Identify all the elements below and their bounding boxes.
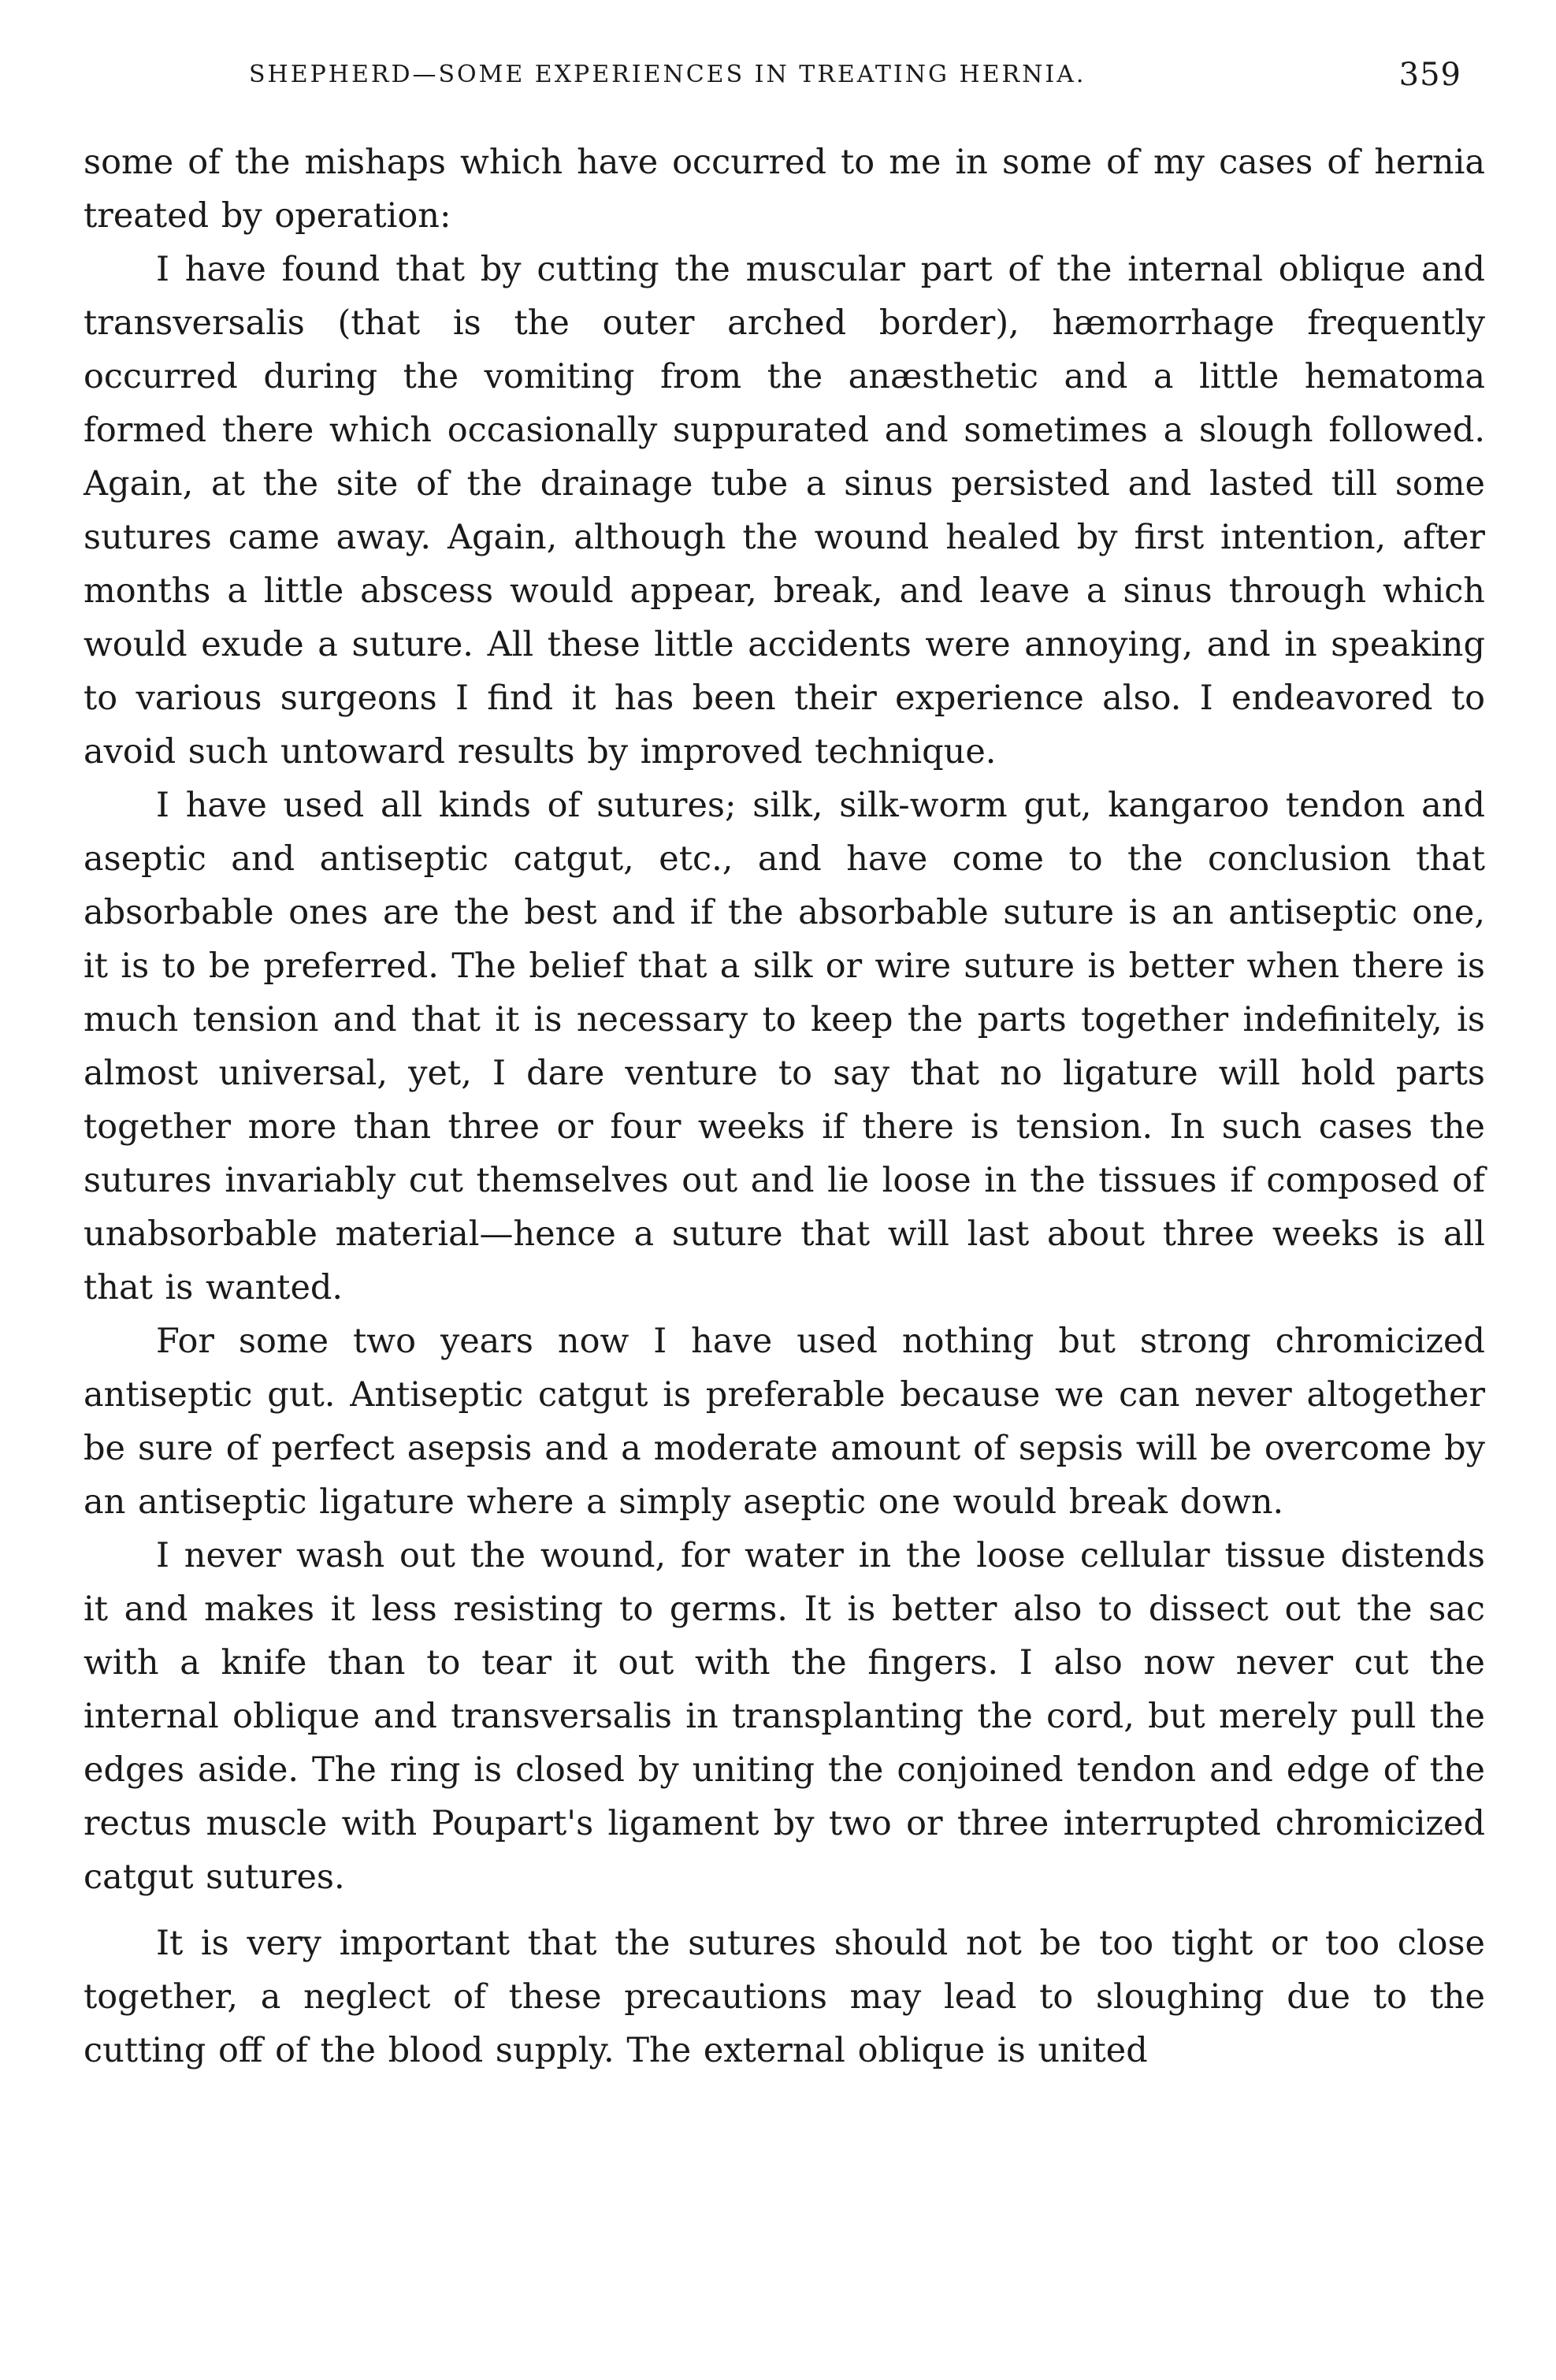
- paragraph-5: I never wash out the wound, for water in the loose cellular tissue distends it and makes it less resisting to germs. It is better also to dissect out the sac with a knife than to tear it out with the fingers. I also now never cut the internal oblique and transversalis in transplanting the cord, but merely pull the edges aside. The ring is closed by uniting the conjoined tendon and edge of the rectus muscle with Poupart's ligament by two or three interrupted chromicized catgut sutures.: [84, 1536, 1485, 1897]
- paragraph-4: For some two years now I have used nothing but strong chromicized antiseptic gut. Antiseptic catgut is preferable because we can never altogether be sure of perfect asepsis and a moderate amount of sepsis will be overcome by an antiseptic ligature where a simply aseptic one would break down.: [84, 1322, 1485, 1522]
- paragraph-1: some of the mishaps which have occurred to me in some of my cases of hernia treated by operation:: [84, 143, 1485, 236]
- paragraph-3: I have used all kinds of sutures; silk, silk-worm gut, kangaroo tendon and aseptic and antiseptic catgut, etc., and have come to the conclusion that absorbable ones are the best and if the absorbable suture is an antiseptic one, it is to be preferred. The belief that a silk or wire suture is better when there is much tension and that it is necessary to keep the parts together indefinitely, is almost universal, yet, I dare venture to say that no ligature will hold parts together more than three or four weeks if there is tension. In such cases the sutures invariably cut themselves out and lie loose in the tissues if composed of unabsorbable material—hence a suture that will last about three weeks is all that is wanted.: [84, 786, 1485, 1307]
- page-number: 359: [1398, 57, 1461, 93]
- body-text: [84, 136, 1485, 2077]
- running-head-title: SHEPHERD—SOME EXPERIENCES IN TREATING HERNIA.: [249, 61, 1086, 88]
- running-head: [84, 47, 1485, 102]
- paragraph-6: It is very important that the sutures should not be too tight or too close together, a neglect of these precautions may lead to sloughing due to the cutting off of the blood supply. The external oblique is united: [84, 1924, 1485, 2070]
- paragraph-2: I have found that by cutting the muscular part of the internal oblique and transversalis (that is the outer arched border), hæmorrhage frequently occurred during the vomiting from the anæsthetic and a little hematoma formed there which occasionally suppurated and sometimes a slough followed. Again, at the site of the drainage tube a sinus persisted and lasted till some sutures came away. Again, although the wound healed by first intention, after months a little abscess would appear, break, and leave a sinus through which would exude a suture. All these little accidents were annoying, and in speaking to various surgeons I find it has been their experience also. I endeavored to avoid such untoward results by improved technique.: [84, 250, 1485, 772]
